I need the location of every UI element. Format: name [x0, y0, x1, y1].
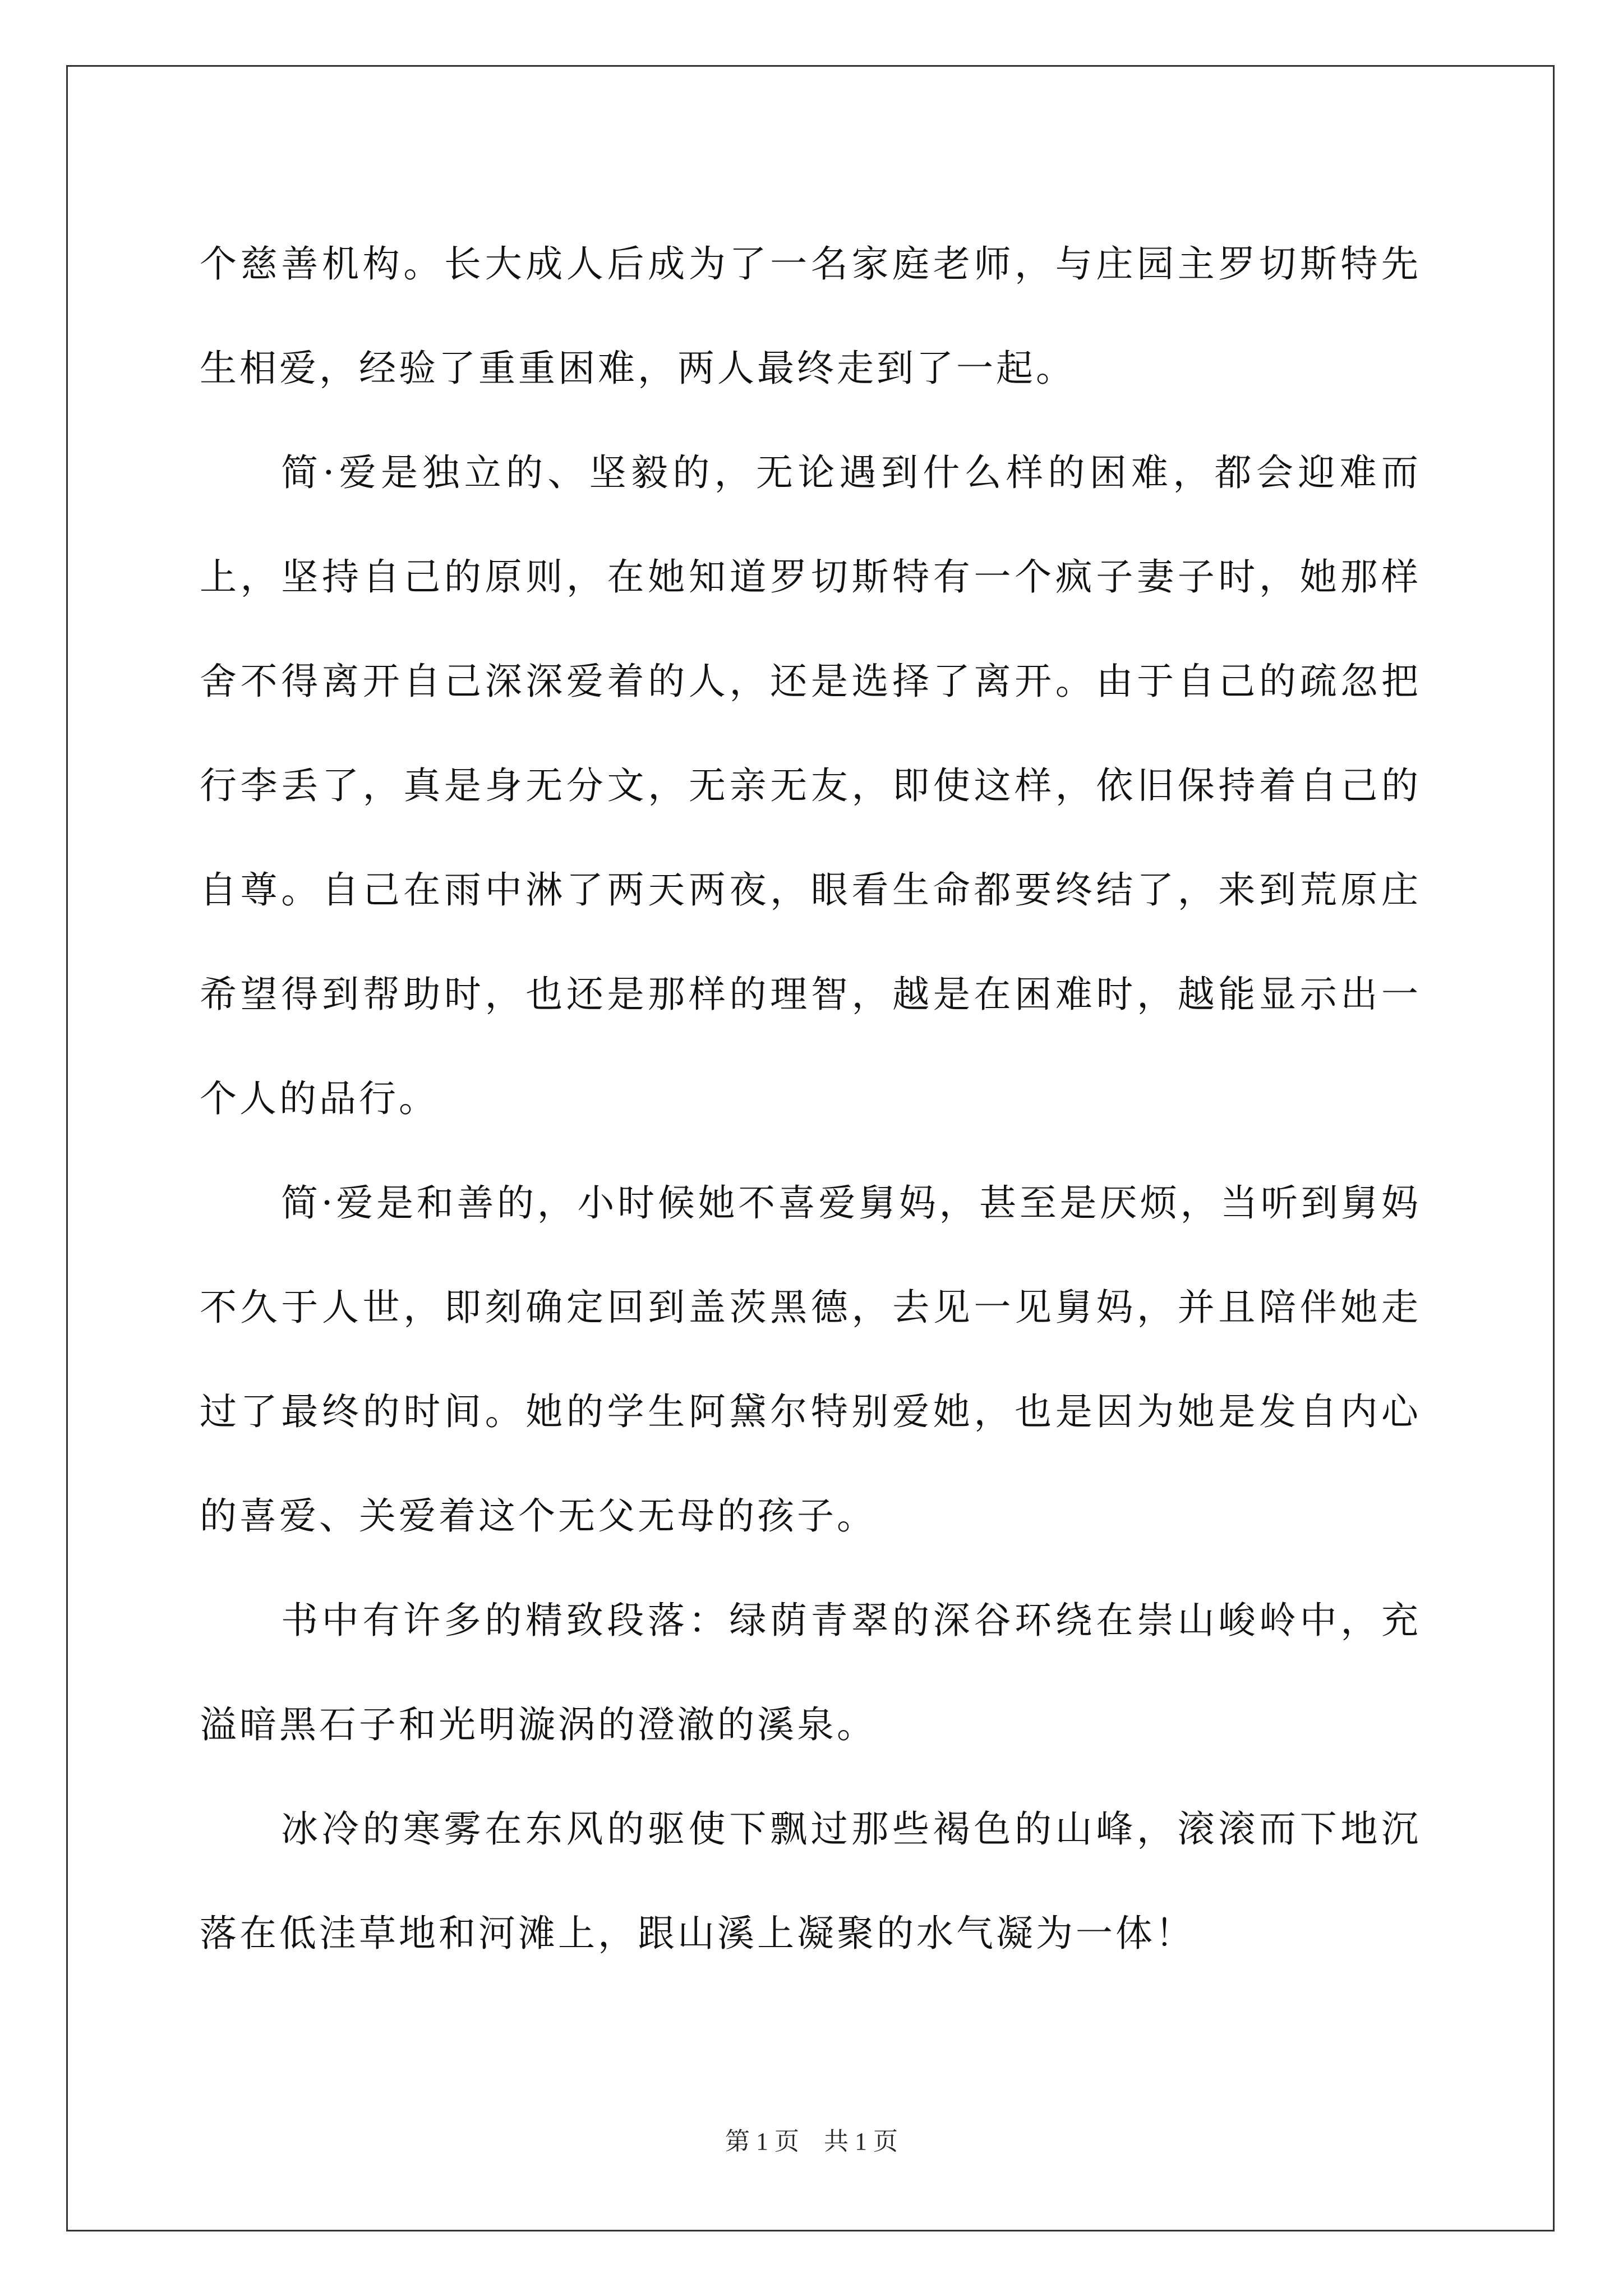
page-number-footer: 第 1 页 共 1 页 [725, 2128, 898, 2155]
paragraph-4: 书中有许多的精致段落：绿荫青翠的深谷环绕在崇山峻岭中，充溢暗黑石子和光明漩涡的澄澈的溪泉。 [200, 1599, 1421, 1746]
paragraph-5: 冰冷的寒雾在东风的驱使下飘过那些褐色的山峰，滚滚而下地沉落在低洼草地和河滩上，跟山溪上凝聚的水气凝为一体！ [200, 1807, 1421, 1955]
document-body [200, 212, 1421, 1986]
paragraph-1: 个慈善机构。长大成人后成为了一名家庭老师，与庄园主罗切斯特先生相爱，经验了重重困难，两人最终走到了一起。 [200, 242, 1421, 390]
paragraph-2: 简·爱是独立的、坚毅的，无论遇到什么样的困难，都会迎难而上，坚持自己的原则，在她知道罗切斯特有一个疯子妻子时，她那样舍不得离开自己深深爱着的人，还是选择了离开。由于自己的疏忽把行李丢了，真是身无分文，无亲无友，即使这样，依旧保持着自己的自尊。自己在雨中淋了两天两夜，眼看生命都要终结了，来到荒原庄希望得到帮助时，也还是那样的理智，越是在困难时，越能显示出一个人的品行。 [200, 451, 1421, 1120]
paragraph-3: 简·爱是和善的，小时候她不喜爱舅妈，甚至是厌烦，当听到舅妈不久于人世，即刻确定回到盖茨黑德，去见一见舅妈，并且陪伴她走过了最终的时间。她的学生阿黛尔特别爱她，也是因为她是发自内心的喜爱、关爱着这个无父无母的孩子。 [200, 1181, 1421, 1538]
